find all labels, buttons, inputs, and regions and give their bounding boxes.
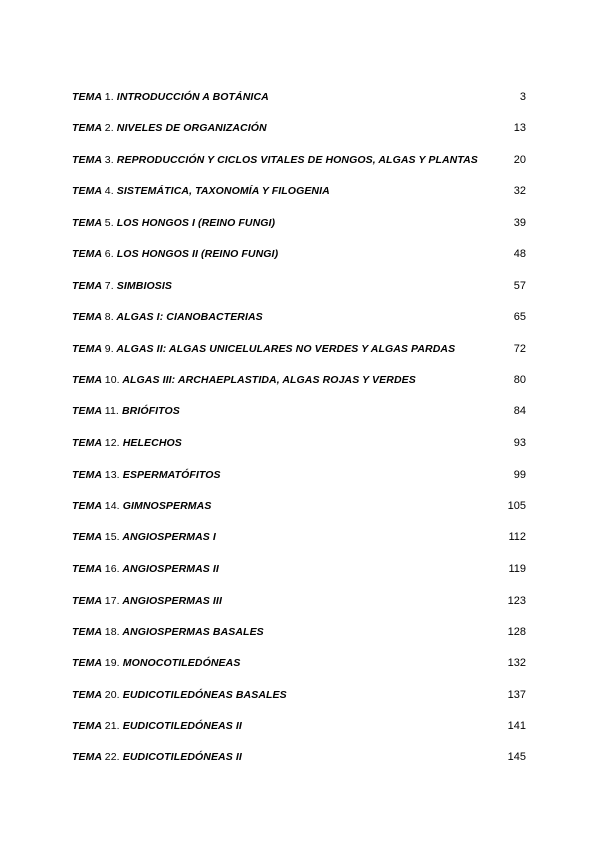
toc-entry [72, 217, 275, 229]
toc-number: 10. [104, 374, 120, 386]
toc-title: ALGAS I: CIANOBACTERIAS [116, 311, 263, 323]
toc-row[interactable] [72, 717, 526, 735]
toc-page-number: 93 [513, 437, 526, 449]
toc-row[interactable] [72, 340, 526, 358]
toc-row[interactable] [72, 686, 526, 704]
toc-row[interactable] [72, 151, 526, 169]
toc-title: MONOCOTILEDÓNEAS [122, 657, 241, 669]
toc-entry [72, 689, 287, 701]
toc-entry [72, 374, 416, 386]
toc-number: 11. [104, 405, 119, 417]
toc-page-number: 57 [513, 280, 526, 292]
toc-row[interactable] [72, 654, 526, 672]
toc-page-number: 119 [508, 563, 526, 575]
toc-number: 9. [104, 343, 114, 355]
toc-title: ESPERMATÓFITOS [122, 469, 221, 481]
toc-page-number: 145 [507, 751, 526, 763]
toc-label: TEMA [72, 657, 102, 669]
toc-row[interactable] [72, 748, 526, 766]
toc-page-number: 80 [513, 374, 526, 386]
toc-title: EUDICOTILEDÓNEAS II [122, 751, 242, 763]
toc-row[interactable] [72, 623, 526, 641]
toc-page-number: 65 [513, 311, 526, 323]
toc-entry [72, 437, 182, 449]
toc-number: 1. [104, 91, 114, 103]
toc-entry [72, 720, 242, 732]
toc-number: 22. [104, 751, 120, 763]
toc-label: TEMA [72, 531, 102, 543]
toc-page-number: 84 [513, 405, 526, 417]
toc-title: ALGAS II: ALGAS UNICELULARES NO VERDES Y ALGAS PARDAS [116, 343, 456, 355]
toc-page-number: 99 [513, 469, 526, 481]
toc-entry [72, 248, 278, 260]
toc-number: 14. [104, 500, 120, 512]
toc-label: TEMA [72, 311, 102, 323]
toc-entry [72, 500, 211, 512]
toc-page-number: 112 [508, 531, 526, 543]
toc-title: SIMBIOSIS [116, 280, 172, 292]
toc-entry [72, 154, 478, 166]
toc-label: TEMA [72, 689, 102, 701]
toc-row[interactable] [72, 402, 526, 420]
toc-number: 15. [104, 531, 120, 543]
toc-number: 3. [104, 154, 114, 166]
toc-title: REPRODUCCIÓN Y CICLOS VITALES DE HONGOS, ALGAS Y PLANTAS [116, 154, 478, 166]
toc-page-number: 72 [513, 343, 526, 355]
toc-label: TEMA [72, 248, 102, 260]
toc-label: TEMA [72, 280, 102, 292]
toc-row[interactable] [72, 308, 526, 326]
toc-page-number: 39 [513, 217, 526, 229]
toc-entry [72, 751, 242, 763]
toc-row[interactable] [72, 371, 526, 389]
toc-entry [72, 469, 221, 481]
toc-page-number: 13 [513, 122, 526, 134]
toc-label: TEMA [72, 154, 102, 166]
toc-number: 21. [104, 720, 120, 732]
toc-title: ANGIOSPERMAS I [122, 531, 216, 543]
toc-page-number: 141 [507, 720, 526, 732]
toc-entry [72, 311, 263, 323]
toc-entry [72, 563, 219, 575]
toc-number: 12. [104, 437, 120, 449]
toc-number: 13. [104, 469, 120, 481]
toc-number: 17. [104, 595, 120, 607]
toc-entry [72, 405, 180, 417]
toc-title: GIMNOSPERMAS [122, 500, 212, 512]
toc-row[interactable] [72, 119, 526, 137]
toc-entry [72, 343, 455, 355]
toc-label: TEMA [72, 500, 102, 512]
toc-label: TEMA [72, 595, 102, 607]
toc-title: LOS HONGOS II (REINO FUNGI) [116, 248, 279, 260]
toc-page-number: 132 [507, 657, 526, 669]
toc-entry [72, 531, 216, 543]
toc-row[interactable] [72, 592, 526, 610]
toc-page-number: 32 [513, 185, 526, 197]
toc-title: ANGIOSPERMAS BASALES [122, 626, 264, 638]
toc-label: TEMA [72, 626, 102, 638]
toc-entry [72, 657, 240, 669]
toc-row[interactable] [72, 466, 526, 484]
toc-title: ANGIOSPERMAS II [122, 563, 219, 575]
toc-page-number: 48 [513, 248, 526, 260]
toc-row[interactable] [72, 434, 526, 452]
toc-title: INTRODUCCIÓN A BOTÁNICA [116, 91, 269, 103]
toc-row[interactable] [72, 277, 526, 295]
toc-title: NIVELES DE ORGANIZACIÓN [116, 122, 267, 134]
toc-page-number: 20 [513, 154, 526, 166]
toc-page-number: 3 [519, 91, 526, 103]
toc-entry [72, 595, 222, 607]
toc-row[interactable] [72, 245, 526, 263]
toc-entry [72, 280, 172, 292]
toc-title: HELECHOS [122, 437, 182, 449]
toc-row[interactable] [72, 528, 526, 546]
toc-number: 16. [104, 563, 120, 575]
toc-label: TEMA [72, 374, 102, 386]
toc-label: TEMA [72, 185, 102, 197]
toc-label: TEMA [72, 720, 102, 732]
toc-title: ALGAS III: ARCHAEPLASTIDA, ALGAS ROJAS Y VERDES [122, 374, 416, 386]
toc-entry [72, 122, 267, 134]
toc-title: BRIÓFITOS [121, 405, 180, 417]
toc-row[interactable] [72, 88, 526, 106]
toc-label: TEMA [72, 751, 102, 763]
toc-entry [72, 91, 269, 103]
toc-row[interactable] [72, 182, 526, 200]
toc-number: 2. [104, 122, 114, 134]
toc-title: EUDICOTILEDÓNEAS II [122, 720, 242, 732]
toc-title: LOS HONGOS I (REINO FUNGI) [116, 217, 276, 229]
toc-number: 7. [104, 280, 114, 292]
toc-label: TEMA [72, 122, 102, 134]
toc-entry [72, 626, 264, 638]
toc-number: 20. [104, 689, 120, 701]
toc-row[interactable] [72, 560, 526, 578]
toc-label: TEMA [72, 437, 102, 449]
toc-page-number: 105 [507, 500, 526, 512]
toc-page-number: 128 [507, 626, 526, 638]
toc-label: TEMA [72, 343, 102, 355]
toc-number: 18. [104, 626, 120, 638]
toc-label: TEMA [72, 217, 102, 229]
toc-number: 5. [104, 217, 114, 229]
toc-number: 4. [104, 185, 114, 197]
toc-number: 19. [104, 657, 120, 669]
toc-label: TEMA [72, 469, 102, 481]
toc-label: TEMA [72, 563, 102, 575]
toc-row[interactable] [72, 214, 526, 232]
toc-row[interactable] [72, 497, 526, 515]
toc-label: TEMA [72, 405, 102, 417]
toc-number: 6. [104, 248, 114, 260]
toc-page-number: 137 [507, 689, 526, 701]
toc-entry [72, 185, 330, 197]
toc-title: ANGIOSPERMAS III [122, 595, 222, 607]
toc-title: EUDICOTILEDÓNEAS BASALES [122, 689, 287, 701]
toc-title: SISTEMÁTICA, TAXONOMÍA Y FILOGENIA [116, 185, 330, 197]
toc-page-number: 123 [507, 595, 526, 607]
toc-number: 8. [104, 311, 114, 323]
toc-label: TEMA [72, 91, 102, 103]
